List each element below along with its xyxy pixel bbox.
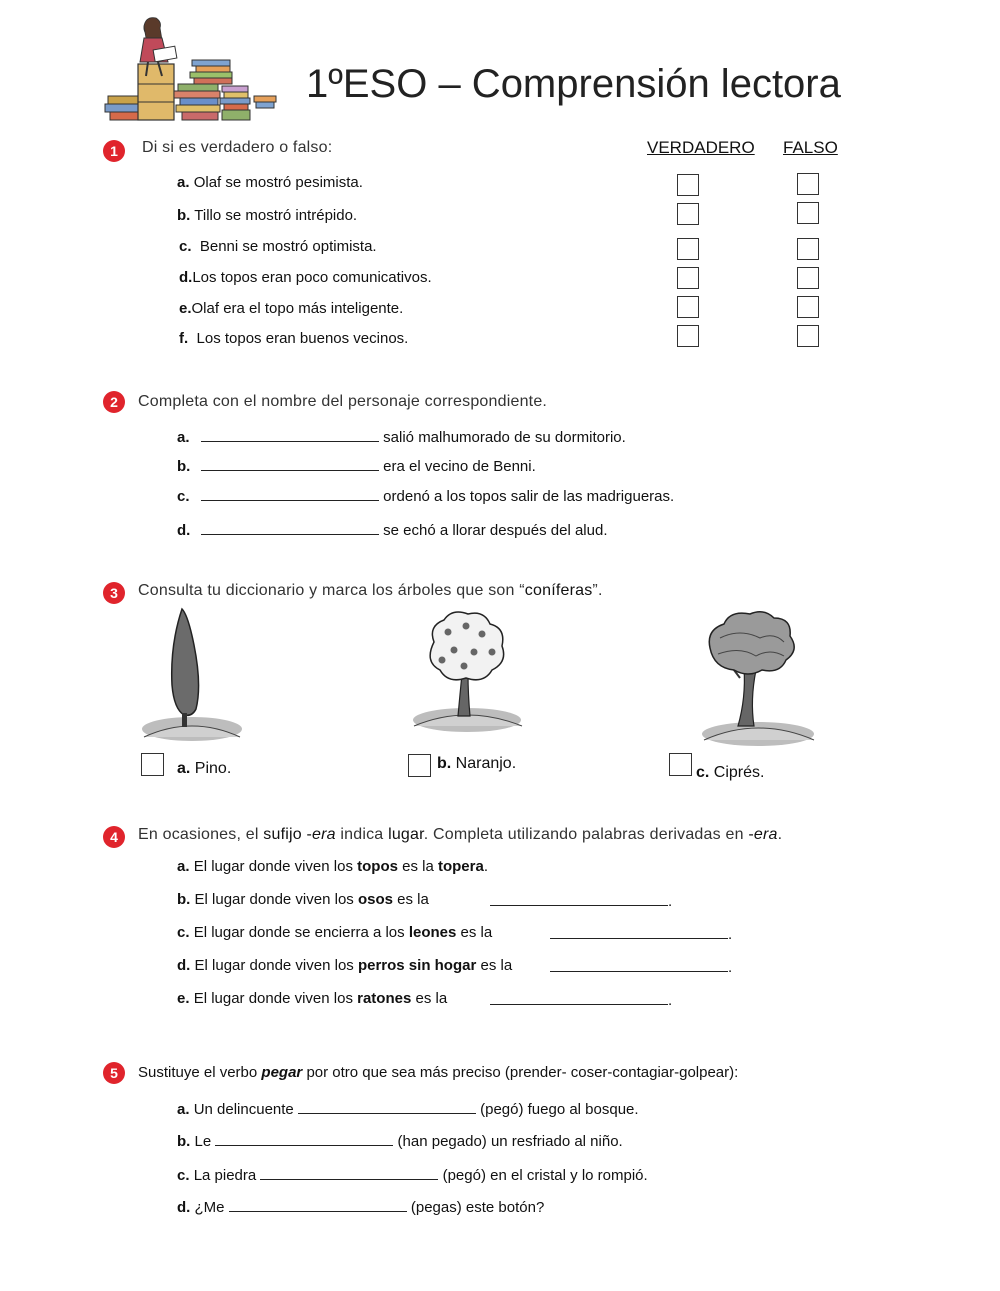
option-pino — [177, 760, 231, 778]
answer-blank[interactable] — [298, 1099, 476, 1114]
item-text: es la — [415, 990, 448, 1007]
tf-item-c — [179, 238, 377, 255]
item-end: . — [668, 893, 673, 910]
item-end: . — [668, 992, 673, 1009]
orange-tree-icon — [410, 608, 525, 733]
item-label: a. — [177, 1101, 190, 1118]
answer-blank[interactable] — [490, 891, 668, 906]
section-3-instruction — [138, 582, 603, 600]
derive-answer-c — [550, 924, 732, 943]
instruction-keyword — [263, 826, 335, 843]
item-label: d. — [179, 269, 193, 286]
item-label: b. — [177, 1133, 191, 1150]
page-title: 1ºESO – Comprensión lectora — [306, 62, 841, 106]
instruction-keyword-italic: era — [312, 826, 336, 843]
item-text: (pegó) en el cristal y lo rompió. — [442, 1167, 648, 1184]
answer-blank[interactable] — [201, 486, 379, 501]
girl-reading-books-illustration — [100, 14, 280, 126]
item-keyword: ratones — [357, 990, 412, 1007]
answer-blank[interactable] — [201, 520, 379, 535]
answer-blank[interactable] — [229, 1197, 407, 1212]
derive-item-a — [177, 858, 488, 875]
checkbox-false-e[interactable] — [797, 296, 819, 318]
tall-conifer-tree-icon — [140, 605, 244, 745]
verb-item-d — [177, 1197, 544, 1216]
item-keyword: topos — [357, 858, 398, 875]
verb-item-c — [177, 1165, 648, 1184]
derive-item-c — [177, 924, 492, 941]
instruction-text: En ocasiones, el — [138, 826, 259, 843]
derive-answer-d — [550, 957, 732, 976]
checkbox-false-a[interactable] — [797, 173, 819, 195]
item-text: La piedra — [193, 1167, 257, 1184]
item-text: El lugar donde se encierra a los — [193, 924, 405, 941]
item-label: c. — [177, 1167, 190, 1184]
item-end: . — [728, 959, 733, 976]
checkbox-false-f[interactable] — [797, 325, 819, 347]
instruction-keyword: pegar — [261, 1064, 303, 1081]
instruction-keyword-part: - — [748, 826, 754, 843]
section-number-5: 5 — [103, 1062, 125, 1084]
checkbox-false-b[interactable] — [797, 202, 819, 224]
tf-item-a — [177, 174, 363, 191]
item-text: El lugar donde viven los — [194, 957, 354, 974]
section-number-4: 4 — [103, 826, 125, 848]
item-text: Los topos eran buenos vecinos. — [196, 330, 409, 347]
item-end: . — [728, 926, 733, 943]
item-text: (pegas) este botón? — [410, 1199, 545, 1216]
item-label: b. — [177, 458, 191, 475]
option-text: Pino. — [194, 760, 232, 777]
answer-blank[interactable] — [201, 456, 379, 471]
option-text: Naranjo. — [455, 755, 517, 772]
section-1-instruction: Di si es verdadero o falso: — [142, 139, 333, 156]
checkbox-false-c[interactable] — [797, 238, 819, 260]
checkbox-pino[interactable] — [141, 753, 164, 776]
checkbox-true-e[interactable] — [677, 296, 699, 318]
checkbox-true-d[interactable] — [677, 267, 699, 289]
item-text: Le — [194, 1133, 212, 1150]
section-4-instruction — [138, 826, 782, 844]
checkbox-false-d[interactable] — [797, 267, 819, 289]
item-text: es la — [397, 891, 429, 908]
verb-item-a — [177, 1099, 639, 1118]
item-text: El lugar donde viven los — [193, 858, 353, 875]
item-label: a. — [177, 429, 190, 446]
section-number-2: 2 — [103, 391, 125, 413]
instruction-text: ”. — [592, 582, 603, 599]
derive-item-d — [177, 957, 512, 974]
option-naranjo — [437, 755, 516, 773]
item-text: El lugar donde viven los — [194, 891, 354, 908]
item-text: Olaf se mostró pesimista. — [193, 174, 363, 191]
item-label: d. — [177, 1199, 191, 1216]
complete-item-d — [177, 520, 607, 539]
item-answer: topera — [437, 858, 484, 875]
checkbox-naranjo[interactable] — [408, 754, 431, 777]
item-label: b. — [177, 891, 191, 908]
section-5-instruction — [138, 1064, 738, 1081]
tf-item-f — [179, 330, 408, 347]
tf-item-d — [179, 269, 432, 286]
checkbox-true-c[interactable] — [677, 238, 699, 260]
instruction-text: Sustituye el verbo — [138, 1064, 258, 1081]
item-text: es la — [460, 924, 493, 941]
item-text: (pegó) fuego al bosque. — [480, 1101, 639, 1118]
column-header-false: FALSO — [783, 138, 838, 157]
item-label: b. — [177, 207, 191, 224]
instruction-text: indica — [340, 826, 384, 843]
derive-item-b — [177, 891, 429, 908]
complete-item-c — [177, 486, 674, 505]
item-keyword: leones — [408, 924, 457, 941]
answer-blank[interactable] — [260, 1165, 438, 1180]
section-2-instruction: Completa con el nombre del personaje correspondiente. — [138, 393, 548, 410]
item-text: Tillo se mostró intrépido. — [194, 207, 358, 224]
item-label: a. — [177, 858, 190, 875]
checkbox-true-f[interactable] — [677, 325, 699, 347]
item-text: es la — [402, 858, 434, 875]
section-number-3: 3 — [103, 582, 125, 604]
derive-answer-e — [490, 990, 672, 1009]
item-text: Un delincuente — [193, 1101, 294, 1118]
instruction-keyword-italic: era — [753, 826, 778, 843]
item-text: El lugar donde viven los — [193, 990, 353, 1007]
item-text: era el vecino de Benni. — [383, 458, 536, 475]
checkbox-true-b[interactable] — [677, 203, 699, 225]
item-keyword: perros sin hogar — [357, 957, 477, 974]
derive-answer-b — [490, 891, 672, 910]
option-cipres — [696, 764, 764, 782]
tf-item-e — [179, 300, 403, 317]
instruction-text: Consulta tu diccionario y marca los árboles que son “ — [138, 582, 525, 599]
instruction-keyword: coníferas — [524, 582, 593, 599]
item-text: ¿Me — [194, 1199, 225, 1216]
bushy-tree-icon — [700, 608, 816, 750]
instruction-keyword — [748, 826, 777, 843]
complete-item-a — [177, 427, 626, 446]
section-number-1: 1 — [103, 140, 125, 162]
item-text: salió malhumorado de su dormitorio. — [383, 429, 626, 446]
derive-item-e — [177, 990, 447, 1007]
item-text: se echó a llorar después del alud. — [383, 522, 608, 539]
item-label: f. — [179, 330, 189, 347]
option-text: Ciprés. — [713, 764, 765, 781]
item-end: . — [483, 858, 488, 875]
item-label: c. — [177, 924, 190, 941]
answer-blank[interactable] — [490, 990, 668, 1005]
instruction-keyword-part: sufijo - — [263, 826, 312, 843]
instruction-text: . Completa utilizando palabras derivadas en — [423, 826, 744, 843]
item-label: e. — [179, 300, 192, 317]
option-label: a. — [177, 760, 191, 777]
answer-blank[interactable] — [215, 1131, 393, 1146]
tf-item-b — [177, 207, 357, 224]
item-label: e. — [177, 990, 190, 1007]
item-keyword: osos — [357, 891, 393, 908]
item-text: (han pegado) un resfriado al niño. — [397, 1133, 623, 1150]
checkbox-true-a[interactable] — [677, 174, 699, 196]
item-label: c. — [179, 238, 192, 255]
answer-blank[interactable] — [550, 957, 728, 972]
item-label: c. — [177, 488, 190, 505]
item-label: d. — [177, 522, 191, 539]
instruction-text: . — [777, 826, 783, 843]
verb-item-b — [177, 1131, 623, 1150]
complete-item-b — [177, 456, 536, 475]
answer-blank[interactable] — [550, 924, 728, 939]
option-label: c. — [696, 764, 710, 781]
item-text: Olaf era el topo más inteligente. — [191, 300, 404, 317]
instruction-text: por otro que sea más preciso (prender- coser-contagiar-golpear): — [306, 1064, 739, 1081]
answer-blank[interactable] — [201, 427, 379, 442]
item-text: Los topos eran poco comunicativos. — [192, 269, 432, 286]
column-header-true: VERDADERO — [647, 138, 755, 157]
item-text: ordenó a los topos salir de las madrigueras. — [383, 488, 675, 505]
option-label: b. — [437, 755, 452, 772]
checkbox-cipres[interactable] — [669, 753, 692, 776]
instruction-keyword: lugar — [388, 826, 424, 843]
item-text: Benni se mostró optimista. — [199, 238, 377, 255]
item-label: d. — [177, 957, 191, 974]
item-text: es la — [480, 957, 513, 974]
item-label: a. — [177, 174, 190, 191]
